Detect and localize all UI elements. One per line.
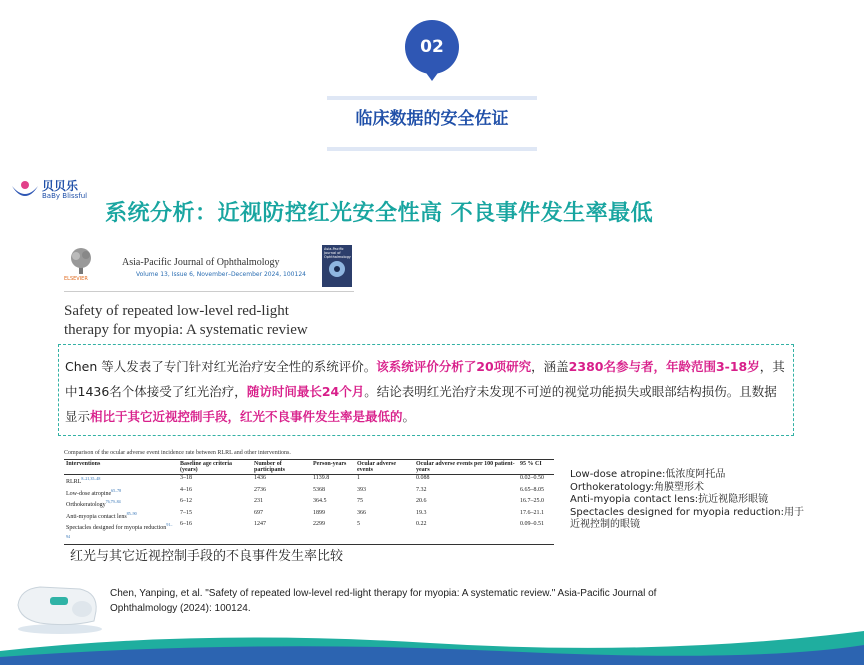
badge-pointer	[424, 70, 440, 81]
cell-events: 75	[357, 498, 363, 504]
cell-person-years: 2299	[311, 521, 355, 545]
summary-text-5: 。	[402, 409, 416, 424]
summary-highlight-conclusion: 相比于其它近视控制手段，红光不良事件发生率是最低的	[90, 409, 403, 424]
cell-ci: 0.02–0.50	[520, 475, 544, 481]
red-light-device-image	[10, 575, 105, 635]
table-caption: Comparison of the ocular adverse event incidence rate between RLRL and other interventions.	[64, 450, 291, 456]
cell-participants: 1436	[254, 475, 266, 481]
summary-highlight-followup: 随访时间最长24个月	[246, 384, 365, 399]
cell-person-years: 1899	[313, 509, 325, 516]
cell-participants: 697	[254, 509, 263, 516]
cell-participants: 2736	[254, 486, 266, 493]
cell-participants: 1247	[252, 521, 311, 545]
cell-per100: 20.6	[416, 498, 427, 504]
comparison-table	[64, 459, 554, 545]
summary-highlight-participants: 2380名参与者，年龄范围3-18岁	[568, 359, 760, 374]
cell-per100: 7.32	[416, 486, 427, 493]
header-interventions: Interventions	[64, 460, 178, 475]
cell-intervention: Orthokeratology$^{76,79-84}$	[66, 499, 121, 508]
cell-participants: 231	[254, 498, 263, 504]
table-row	[64, 510, 554, 522]
cell-intervention: RLRL$^{8-21,35-48}$	[66, 476, 101, 485]
paper-title-line-2: therapy for myopia: A systematic review	[64, 322, 308, 338]
cell-events: 393	[357, 486, 366, 493]
cell-person-years: 1139.8	[313, 475, 330, 481]
header-ci: 95 % CI	[518, 460, 554, 475]
cell-person-years: 364.5	[313, 498, 327, 504]
header-per100: Ocular adverse events per 100 patient-years	[414, 460, 518, 475]
abbreviation-notes	[570, 469, 810, 532]
cell-ci: 16.7–25.0	[520, 498, 544, 504]
cell-age: 3–18	[180, 475, 192, 481]
brand-logo-icon	[10, 178, 40, 200]
cell-age: 6–12	[180, 498, 192, 504]
cell-age: 7–15	[180, 509, 192, 516]
cell-age: 4–16	[180, 486, 192, 493]
section-number-badge: 02	[405, 20, 459, 74]
summary-text-2: ，涵盖	[531, 359, 569, 374]
cell-per100: 0.088	[416, 475, 430, 481]
cell-per100: 19.3	[416, 509, 427, 516]
table-row	[64, 521, 554, 545]
table-row	[64, 475, 554, 487]
cell-ci: 17.6–21.1	[520, 509, 544, 516]
journal-cover	[322, 245, 352, 287]
brand-subtitle: BaBy Blissful	[42, 192, 88, 200]
summary-highlight-studies: 该系统评价分析了20项研究	[376, 359, 532, 374]
cell-intervention: Low-dose atropine$^{65-78}$	[66, 487, 122, 497]
citation: Chen, Yanping, et al. "Safety of repeated low-level red-light therapy for myopia: A systematic review." Asia-Pacific Journal of Ophthalmology (2024): 100124.	[110, 588, 657, 614]
summary-box	[58, 344, 794, 436]
header-person-years: Person-years	[311, 460, 355, 475]
comparison-table-figure	[64, 450, 554, 545]
header-events: Ocular adverse events	[355, 460, 414, 475]
summary-text-3: ，其中1436名个体接受了红光治疗，	[65, 359, 785, 399]
section-divider-top	[327, 96, 537, 100]
journal-name: Asia-Pacific Journal of Ophthalmology	[122, 257, 280, 268]
summary-text-4: 。结论表明红光治疗未发现不可逆的视觉功能损失或眼部结构损伤。且数据显示	[65, 384, 777, 424]
cell-person-years: 5368	[313, 486, 325, 493]
note-item: Spectacles designed for myopia reduction:用于近视控制的眼镜	[570, 506, 804, 530]
summary-text-1: Chen 等人发表了专门针对红光治疗安全性的系统评价。	[65, 359, 377, 374]
header-participants: Number of participants	[252, 460, 311, 475]
note-item: Anti-myopia contact lens:抗近视隐形眼镜	[570, 494, 769, 505]
note-item: Low-dose atropine:低浓度阿托品	[570, 469, 726, 480]
elsevier-tree-icon	[66, 246, 96, 276]
note-item: Orthokeratology:角膜塑形术	[570, 481, 705, 493]
main-title: 系统分析：近视防控红光安全性高 不良事件发生率最低	[105, 201, 654, 226]
footer-wave	[0, 621, 864, 665]
journal-cover-title: Asia-Pacific Journal of Ophthalmology	[324, 247, 351, 259]
publisher-label: ELSEVIER	[64, 276, 88, 282]
cell-ci: 6.65–8.05	[520, 486, 544, 493]
cell-events: 366	[357, 509, 366, 516]
paper-title	[64, 302, 484, 340]
section-title: 临床数据的安全佐证	[355, 109, 509, 129]
table-description: 红光与其它近视控制手段的不良事件发生率比较	[70, 549, 344, 564]
cell-events: 1	[357, 475, 360, 481]
section-divider-bottom	[327, 147, 537, 151]
cell-intervention: Anti-myopia contact lens$^{85-90}$	[66, 510, 137, 520]
header-age: Baseline age criteria (years)	[178, 460, 252, 475]
table-header-row	[64, 460, 554, 475]
paper-title-line-1: Safety of repeated low-level red-light	[64, 303, 289, 319]
journal-volume: Volume 13, Issue 6, November–December 2024, 100124	[136, 271, 306, 278]
cell-age: 6–16	[178, 521, 252, 545]
brand-name: 贝贝乐	[42, 179, 79, 193]
table-row	[64, 487, 554, 499]
cell-per100: 0.22	[414, 521, 518, 545]
cell-events: 5	[355, 521, 414, 545]
cell-ci: 0.09–0.51	[518, 521, 554, 545]
table-row	[64, 498, 554, 510]
cell-intervention: Spectacles designed for myopia reduction$^{91-94}$	[64, 521, 178, 545]
